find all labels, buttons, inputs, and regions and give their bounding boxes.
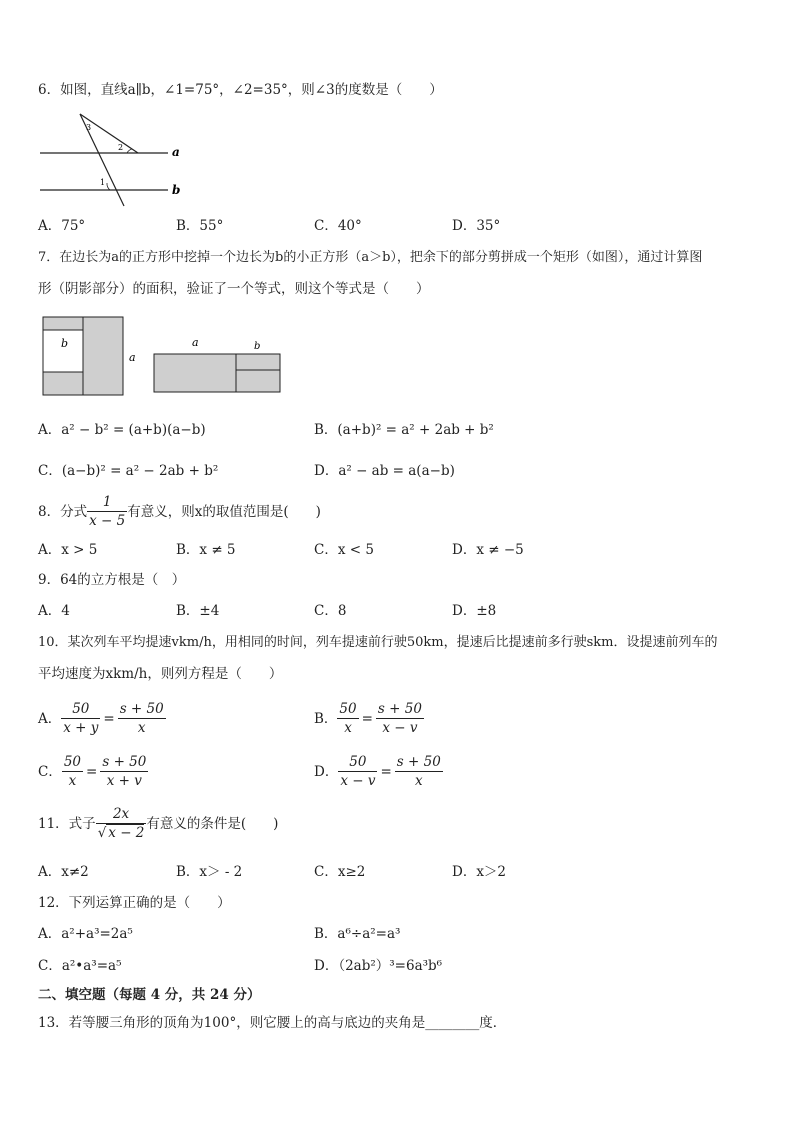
label-b: b	[172, 183, 181, 197]
q11-option-c: C．x≥2	[314, 864, 366, 880]
label-a-rect: a	[192, 336, 199, 349]
q12-option-c: C．a²•a³=a⁵	[38, 958, 122, 974]
q7-option-b: B．(a+b)² = a² + 2ab + b²	[314, 422, 494, 438]
q11-frac-den: √ x − 2	[97, 825, 145, 841]
q10-a-r-den: x	[137, 720, 146, 736]
q10-d-left-frac	[338, 753, 377, 790]
q8-prefix: 8．分式	[38, 503, 88, 520]
q10-c-left-frac	[62, 753, 83, 790]
q13-suffix: 度．	[479, 1015, 507, 1031]
q11-stem	[38, 805, 278, 842]
q10-c-label: C．	[38, 763, 62, 780]
q10-b-r-num: s + 50	[377, 701, 422, 717]
q12-stem: 12．下列运算正确的是（ ）	[38, 895, 231, 911]
q7-option-d: D．a² − ab = a(a−b)	[314, 463, 455, 479]
q11-option-b: B．x＞ - 2	[176, 864, 243, 880]
q10-option-b	[314, 700, 424, 737]
q8-option-b: B．x ≠ 5	[176, 542, 236, 558]
q12-option-d: D．（2ab²）³=6a³b⁶	[314, 958, 443, 974]
q8-option-c: C．x < 5	[314, 542, 374, 558]
q10-b-left-frac	[337, 700, 358, 737]
angle3-label: 3	[86, 123, 92, 132]
label-a-square: a	[129, 351, 136, 364]
q13-text: 13．若等腰三角形的顶角为100°，则它腰上的高与底边的夹角是	[38, 1015, 426, 1031]
q8-stem	[38, 493, 321, 530]
q11-option-a: A．x≠2	[38, 864, 89, 880]
q12-option-a: A．a²+a³=2a⁵	[38, 926, 133, 942]
q10-d-eq: =	[380, 763, 392, 780]
q13-stem	[38, 1013, 506, 1033]
q11-sqrt-radicand: x − 2	[108, 825, 145, 841]
q6-option-b: B．55°	[176, 218, 224, 234]
q6-option-c: C．40°	[314, 218, 362, 234]
q10-b-l-den: x	[344, 720, 352, 736]
q8-frac-num: 1	[87, 493, 127, 512]
q10-b-eq: =	[361, 710, 373, 727]
q10-d-l-num: 50	[338, 753, 377, 772]
q10-d-label: D．	[314, 763, 339, 780]
q10-b-r-den: x − v	[382, 720, 418, 736]
q8-option-d: D．x ≠ −5	[452, 542, 524, 558]
rectangle	[154, 354, 280, 392]
q11-prefix: 11．式子	[38, 815, 96, 832]
q8-option-a: A．x > 5	[38, 542, 98, 558]
q9-stem: 9．64的立方根是（ ）	[38, 572, 186, 588]
section-fill-in-title: 二、填空题（每题 4 分，共 24 分）	[38, 987, 261, 1003]
label-a: a	[172, 145, 180, 159]
q10-c-right-frac	[100, 753, 148, 790]
q10-c-eq: =	[86, 763, 98, 780]
q9-option-d: D．±8	[452, 603, 497, 619]
q10-c-l-den: x	[68, 773, 77, 789]
q8-frac-den: x − 5	[89, 513, 126, 529]
q10-d-l-den: x − v	[340, 773, 376, 789]
q10-b-l-num: 50	[339, 701, 357, 717]
label-b-square: b	[61, 337, 69, 350]
q10-option-a	[38, 700, 166, 737]
q7-option-c: C．(a−b)² = a² − 2ab + b²	[38, 463, 219, 479]
q10-a-l-den: x + y	[63, 720, 99, 736]
q10-stem-line2: 平均速度为xkm/h，则列方程是（ ）	[38, 666, 283, 682]
q11-option-d: D．x＞2	[452, 864, 507, 880]
q9-option-b: B．±4	[176, 603, 220, 619]
q6-figure	[38, 108, 198, 208]
q10-option-c	[38, 753, 148, 790]
q10-a-r-num: s + 50	[119, 701, 164, 717]
q10-a-label: A．	[38, 710, 62, 727]
q10-a-eq: =	[103, 710, 115, 727]
q10-d-r-den: x	[414, 773, 423, 789]
q10-d-right-frac	[395, 753, 443, 790]
q6-stem: 6．如图，直线a∥b，∠1=75°，∠2=35°，则∠3的度数是（ ）	[38, 82, 443, 98]
q11-frac-num: 2x	[96, 805, 147, 824]
q10-a-left-frac	[61, 700, 100, 737]
q7-stem-line2: 形（阴影部分）的面积，验证了一个等式，则这个等式是（ ）	[38, 281, 430, 297]
q7-option-a: A．a² − b² = (a+b)(a−b)	[38, 422, 206, 438]
angle1-label: 1	[100, 178, 106, 187]
q10-b-right-frac	[376, 700, 424, 737]
q10-d-r-num: s + 50	[396, 754, 441, 770]
angle1-arc	[107, 183, 110, 190]
q10-c-r-den: x + v	[106, 773, 142, 789]
q10-c-l-num: 50	[63, 754, 82, 770]
q6-option-d: D．35°	[452, 218, 501, 234]
q10-stem-line1: 10．某次列车平均提速vkm/h，用相同的时间，列车提速前行驶50km，提速后比提速前多行驶skm．设提速前列车的	[38, 635, 718, 650]
q9-option-a: A．4	[38, 603, 70, 619]
label-b-rect: b	[254, 341, 261, 352]
q11-fraction	[96, 805, 147, 842]
q13-blank: ________	[425, 1015, 480, 1031]
q10-option-d	[314, 753, 443, 790]
q9-option-c: C．8	[314, 603, 347, 619]
q8-suffix: 有意义，则x的取值范围是( )	[127, 503, 321, 520]
angle2-arc	[127, 149, 132, 153]
q7-figure	[42, 316, 292, 398]
q6-option-a: A．75°	[38, 218, 86, 234]
q10-c-r-num: s + 50	[102, 754, 147, 770]
q8-fraction	[87, 493, 127, 530]
q10-a-right-frac	[118, 700, 166, 737]
q12-option-b: B．a⁶÷a²=a³	[314, 926, 401, 942]
q7-stem-line1: 7．在边长为a的正方形中挖掉一个边长为b的小正方形（a＞b），把余下的部分剪拼成一个矩形（如图），通过计算图	[38, 250, 703, 265]
q10-b-label: B．	[314, 710, 338, 727]
q11-suffix: 有意义的条件是( )	[146, 815, 279, 832]
angle2-label: 2	[118, 143, 124, 152]
q10-a-l-num: 50	[61, 700, 100, 719]
